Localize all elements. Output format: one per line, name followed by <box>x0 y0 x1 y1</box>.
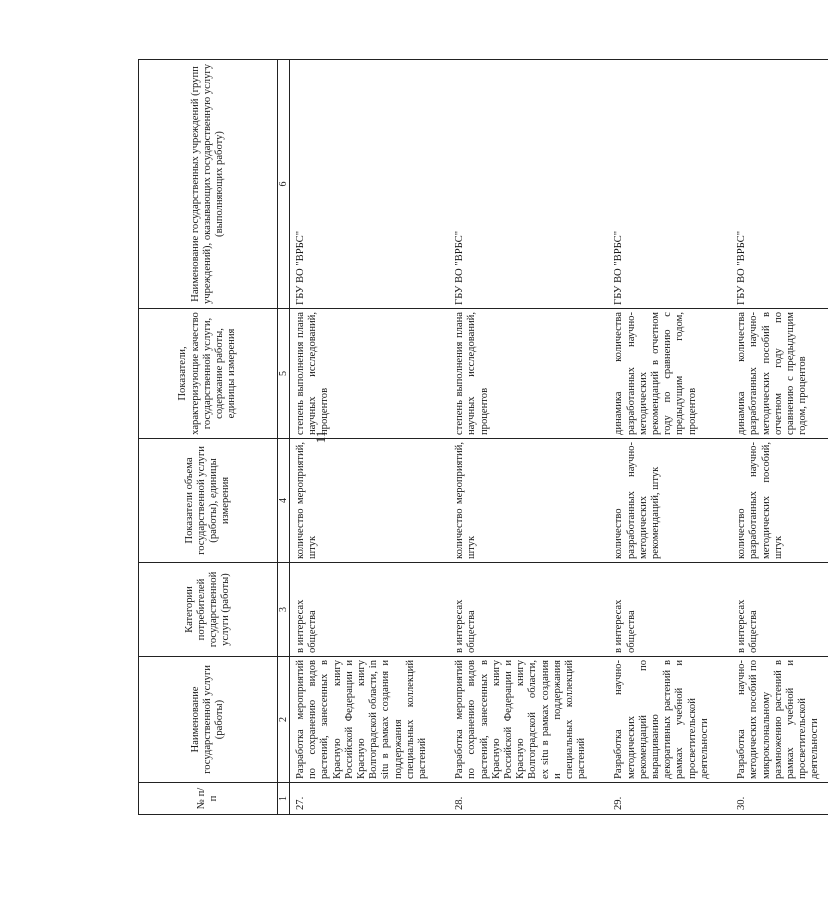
table-row <box>290 60 450 815</box>
header-service-name: Наименование государственной услуги (работы) <box>139 657 278 783</box>
header-consumers: Категории потребителей государственной услуги (работы) <box>139 563 278 657</box>
row-institution: ГБУ ВО "ВРБС" <box>290 60 450 309</box>
row-quality: динамика количества разработанных научно-методических пособий в отчетном году по сравнению с предыдущим годом, процентов <box>731 309 827 439</box>
row-service-name: Разработка научно-методических пособий по микроклональному размножению растений в рамках учебной и просветительской деятельности <box>731 657 827 783</box>
table-row <box>608 60 731 815</box>
row-quality: степень выполнения плана научных исследований, процентов <box>449 309 608 439</box>
table-row <box>731 60 827 815</box>
row-consumers: в интересах общества <box>290 563 450 657</box>
row-institution: ГБУ ВО "ВРБС" <box>449 60 608 309</box>
column-number-row <box>278 60 290 815</box>
row-volume: количество разработанных научно-методических рекомендаций, штук <box>608 439 731 563</box>
column-number: 5 <box>278 309 290 439</box>
row-number: 28. <box>449 783 608 815</box>
row-institution: ГБУ ВО "ВРБС" <box>608 60 731 309</box>
row-number: 27. <box>290 783 450 815</box>
row-number: 30. <box>731 783 827 815</box>
row-volume: количество мероприятий, штук <box>290 439 450 563</box>
row-quality: степень выполнения плана научных исследований, процентов <box>290 309 450 439</box>
row-consumers: в интересах общества <box>731 563 827 657</box>
header-volume: Показатели объема государственной услуги (работы), единицы измерения <box>139 439 278 563</box>
table-header-row <box>139 60 278 815</box>
page-number: 11 <box>313 430 328 444</box>
column-number: 2 <box>278 657 290 783</box>
column-number: 4 <box>278 439 290 563</box>
row-service-name: Разработка мероприятий по сохранению видов растений, занесенных в Красную книгу Российской Федерации и Красную книгу Волгоградской области, in situ в рамках создания и поддержания специальных коллекций растений <box>290 657 450 783</box>
row-consumers: в интересах общества <box>608 563 731 657</box>
row-service-name: Разработка научно-методических рекомендаций по выращиванию декоративных растений в рамках учебной и просветительской деятельности <box>608 657 731 783</box>
table-row <box>449 60 608 815</box>
header-institution: Наименование государственных учреждений (групп учреждений), оказывающих государственную услугу (выполняющих работу) <box>139 60 278 309</box>
row-service-name: Разработка мероприятий по сохранению видов растений, занесенных в Красную книгу Российской Федерации и Красную книгу Волгоградской области, ex situ в рамках создания и поддержания специальных коллекций растений <box>449 657 608 783</box>
header-number: № п/п <box>139 783 278 815</box>
row-volume: количество разработанных научно-методических пособий, штук <box>731 439 827 563</box>
row-institution: ГБУ ВО "ВРБС" <box>731 60 827 309</box>
column-number: 3 <box>278 563 290 657</box>
rotated-table-wrapper <box>138 60 821 815</box>
row-consumers: в интересах общества <box>449 563 608 657</box>
row-number: 29. <box>608 783 731 815</box>
services-table <box>138 59 828 815</box>
column-number: 6 <box>278 60 290 309</box>
column-number: 1 <box>278 783 290 815</box>
header-quality: Показатели, характеризующие качество государственной услуги, содержание работы, единицы измерения <box>139 309 278 439</box>
row-quality: динамика количества разработанных научно-методических рекомендаций в отчетном году по сравнению с предыдущим годом, процентов <box>608 309 731 439</box>
row-volume: количество мероприятий, штук <box>449 439 608 563</box>
